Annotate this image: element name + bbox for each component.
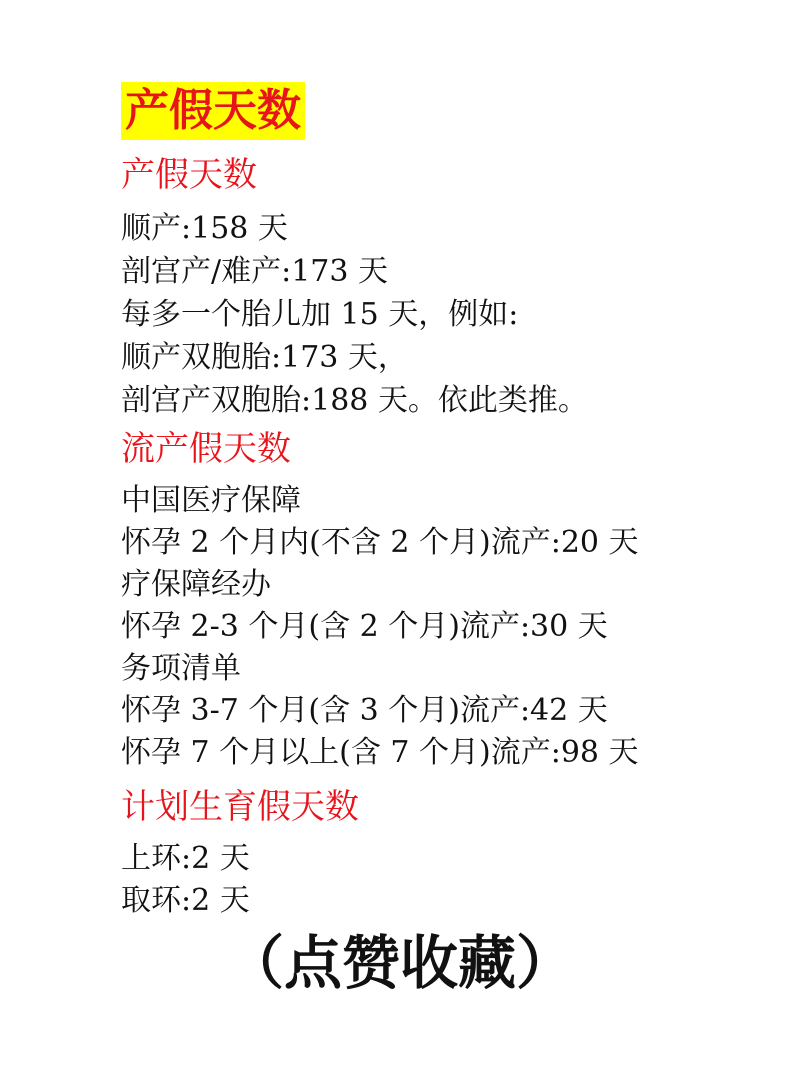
line-cesarean-twins: 剖宫产双胞胎:188 天。依此类推。 (121, 383, 588, 418)
main-title: 产假天数 (121, 82, 305, 140)
line-natural-twins: 顺产双胞胎:173 天， (121, 340, 408, 375)
line-iud-insertion: 上环:2 天 (121, 841, 250, 876)
line-cesarean-birth: 剖宫产/难产:173 天 (121, 254, 389, 289)
line-miscarriage-note-3: 务项清单 (121, 651, 241, 686)
line-miscarriage-2-3-months: 怀孕 2-3 个月(含 2 个月)流产:30 天 (121, 609, 608, 644)
line-natural-birth: 顺产:158 天 (121, 211, 288, 246)
section-heading-miscarriage-leave: 流产假天数 (121, 429, 291, 469)
section-heading-family-planning-leave: 计划生育假天数 (121, 787, 359, 827)
line-miscarriage-note-2: 疗保障经办 (121, 567, 271, 602)
like-and-save-footer: （点赞收藏） (225, 929, 574, 997)
section-heading-maternity-leave: 产假天数 (121, 155, 257, 195)
line-miscarriage-over-7-months: 怀孕 7 个月以上(含 7 个月)流产:98 天 (121, 735, 639, 770)
line-miscarriage-3-7-months: 怀孕 3-7 个月(含 3 个月)流产:42 天 (121, 693, 608, 728)
line-miscarriage-under-2-months: 怀孕 2 个月内(不含 2 个月)流产:20 天 (121, 525, 639, 560)
line-extra-fetus: 每多一个胎儿加 15 天，例如: (121, 297, 519, 332)
line-iud-removal: 取环:2 天 (121, 883, 250, 918)
line-miscarriage-note-1: 中国医疗保障 (121, 483, 301, 518)
